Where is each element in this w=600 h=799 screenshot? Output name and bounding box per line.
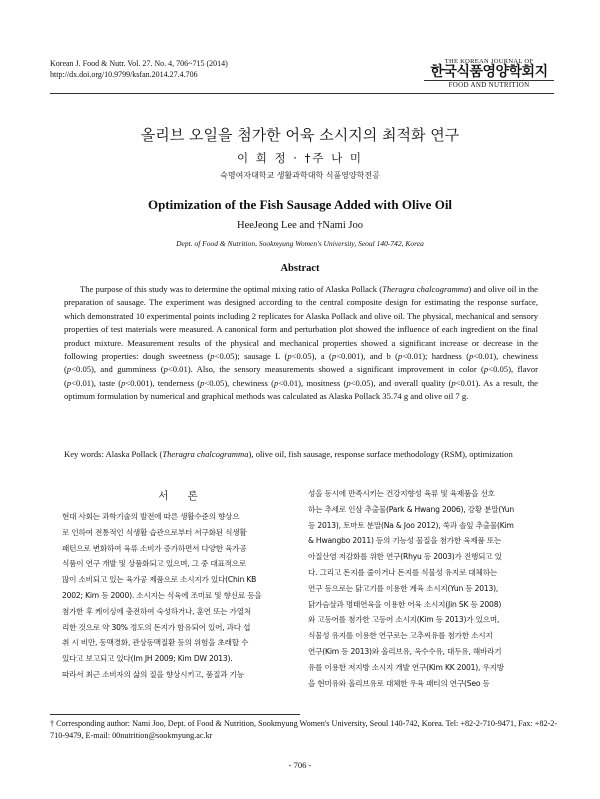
abstract-heading: Abstract <box>280 263 320 274</box>
footnote-rule <box>50 714 300 715</box>
text-line: 등 2013), 토마토 분말(Na & Joo 2012), 쑥과 솔잎 추출물(Kim <box>308 520 514 530</box>
body-column-left <box>62 509 306 683</box>
authors-english: HeeJeong Lee and †Nami Joo <box>237 220 363 231</box>
journal-title-ko: 한국식품영양학회지 <box>430 64 548 80</box>
text-line: 아질산염 저감화를 위한 연구(Rhyu 등 2003)가 진행되고 있 <box>308 552 502 562</box>
text-line: 성을 동시에 만족시키는 건강지향성 육류 및 육제품을 선호 <box>308 489 495 498</box>
corresponding-author-footnote: † Corresponding author: Nami Joo, Dept. of Food & Nutrition, Sookmyung Women's University, Seoul 140-742, Korea. Tel: +82-2-710-9471, Fax: +82-2-710-9479, E-mail: 00nutrition@sookmyung.ac.kr <box>50 719 558 740</box>
title-korean: 올리브 오일을 첨가한 어육 소시지의 최적화 연구 <box>140 126 460 144</box>
text-line: 리한 것으로 약 30% 정도의 돈지가 함유되어 있어, 과다 섭 <box>62 622 251 632</box>
text-line: & Hwangbo 2011) 등의 기능성 물질을 첨가한 육제품 또는 <box>308 536 502 546</box>
affiliation-korean: 숙명여자대학교 생활과학대학 식품영양학전공 <box>220 171 380 180</box>
text-line: 현대 사회는 과학기술의 발전에 따른 생활수준의 향상으 <box>62 512 240 521</box>
abstract-body: The purpose of this study was to determine the optimal mixing ratio of Alaska Pollack (Theragra chalcogramma) and olive oil in the preparation of sausage. The experiment was designed according to the central composite design for estimating the response surface, which demonstrated 10 experimental points including 2 replicates for Alaska Pollack and olive oil. The physical, mechanical and sensory properties of test materials were measured. A canonical form and perturbation plot showed the influence of each ingredient on the final product mixture. Measurement results of the physical and mechanical properties showed a significant increase or decrease in the following properties: dough sweetness (p<0.05); sausage L (p<0.05), a (p<0.001), and b (p<0.01); hardness (p<0.01), chewiness (p<0.05), and gumminess (p<0.01). Also, the sensory measurements showed a significant improvement in color (p<0.05), flavor (p<0.01), taste (p<0.001), tenderness (p<0.05), chewiness (p<0.01), mositness (p<0.05), and overall quality (p<0.01). As a result, the optimum formulation by numerical and graphical methods was calculated as Alaska Pollack 35.74 g and olive oil 7 g. <box>64 284 538 402</box>
title-english: Optimization of the Fish Sausage Added with Olive Oil <box>147 197 453 212</box>
text-line: 따라서 최근 소비자의 삶의 질을 향상시키고, 품질과 기능 <box>62 669 244 679</box>
section-heading-introduction: 서 론 <box>158 490 206 502</box>
header-rule <box>50 93 554 94</box>
journal-title-en-top: THE KOREAN JOURNAL OF <box>444 58 534 65</box>
affiliation-english: Dept. of Food & Nutrition, Sookmyung Women's University, Seoul 140-742, Korea <box>176 239 424 248</box>
body-column-right <box>308 486 554 691</box>
text-line: 식품이 연구 개발 및 상품화되고 있으며, 그 중 대표적으로 <box>62 559 247 569</box>
journal-logo <box>424 58 554 89</box>
text-line: 있다고 보고되고 있다(Im JH 2009; Kim DW 2013). <box>62 654 233 664</box>
text-line: 하는 추세로 인삼 추출물(Park & Hwang 2006), 강황 분말(Yun <box>308 504 514 514</box>
doi-link[interactable]: http://dx.doi.org/10.9799/ksfan.2014.27.4.706 <box>50 70 198 79</box>
text-line: 유를 이용한 저지방 소시지 개발 연구(Kim KK 2001), 우지방 <box>308 662 504 672</box>
text-line: 식물성 유지를 이용한 연구로는 고추씨유를 첨가한 소시지 <box>308 631 493 641</box>
citation: Korean J. Food & Nutr. Vol. 27. No. 4, 706~715 (2014) <box>50 59 228 68</box>
citation-header <box>50 58 228 80</box>
text-line: 다. 그리고 돈지를 줄이거나 돈지를 식물성 유지로 대체하는 <box>308 567 497 577</box>
text-line: 와 고등어를 첨가한 고등어 소시지(Kim 등 2013)가 있으며, <box>308 615 500 625</box>
text-line: 연구(Kim 등 2013)와 올리브유, 옥수수유, 대두유, 해바라기 <box>308 646 502 656</box>
page-number: - 706 - <box>288 760 312 770</box>
text-line: 닭가슴살과 명태연육을 이용한 어육 소시지(Jin SK 등 2008) <box>308 599 502 609</box>
text-line: 첨가한 후 케이싱에 충전하여 숙성하거나, 훈연 또는 가열처 <box>62 606 251 616</box>
text-line: 을 현미유와 올리브유로 대체한 우육 패티의 연구(Seo 등 <box>308 678 490 688</box>
keywords: Key words: Alaska Pollack (Theragra chalcogramma), olive oil, fish sausage, response surface methodology (RSM), optimization <box>64 449 513 459</box>
text-line: 많이 소비되고 있는 육가공 제품으로 소시지가 있다(Chin KB <box>62 575 257 585</box>
text-line: 로 인하여 전통적인 식생활 습관으로부터 서구화된 식생활 <box>62 527 247 537</box>
journal-title-en-bottom: FOOD AND NUTRITION <box>424 80 554 89</box>
text-line: 연구 등으로는 닭고기를 이용한 계육 소시지(Yun 등 2013), <box>308 583 499 593</box>
text-line: 2002; Kim 등 2000). 소시지는 식육에 조미료 및 향신료 등을 <box>62 590 262 600</box>
text-line: 취 시 비만, 동맥경화, 관상동맥질환 등의 위험을 초래할 수 <box>62 638 249 648</box>
text-line: 패턴으로 변화하여 육류 소비가 증가하면서 다양한 육가공 <box>62 543 247 553</box>
authors-korean: 이 희 정 · †주 나 미 <box>237 151 363 165</box>
